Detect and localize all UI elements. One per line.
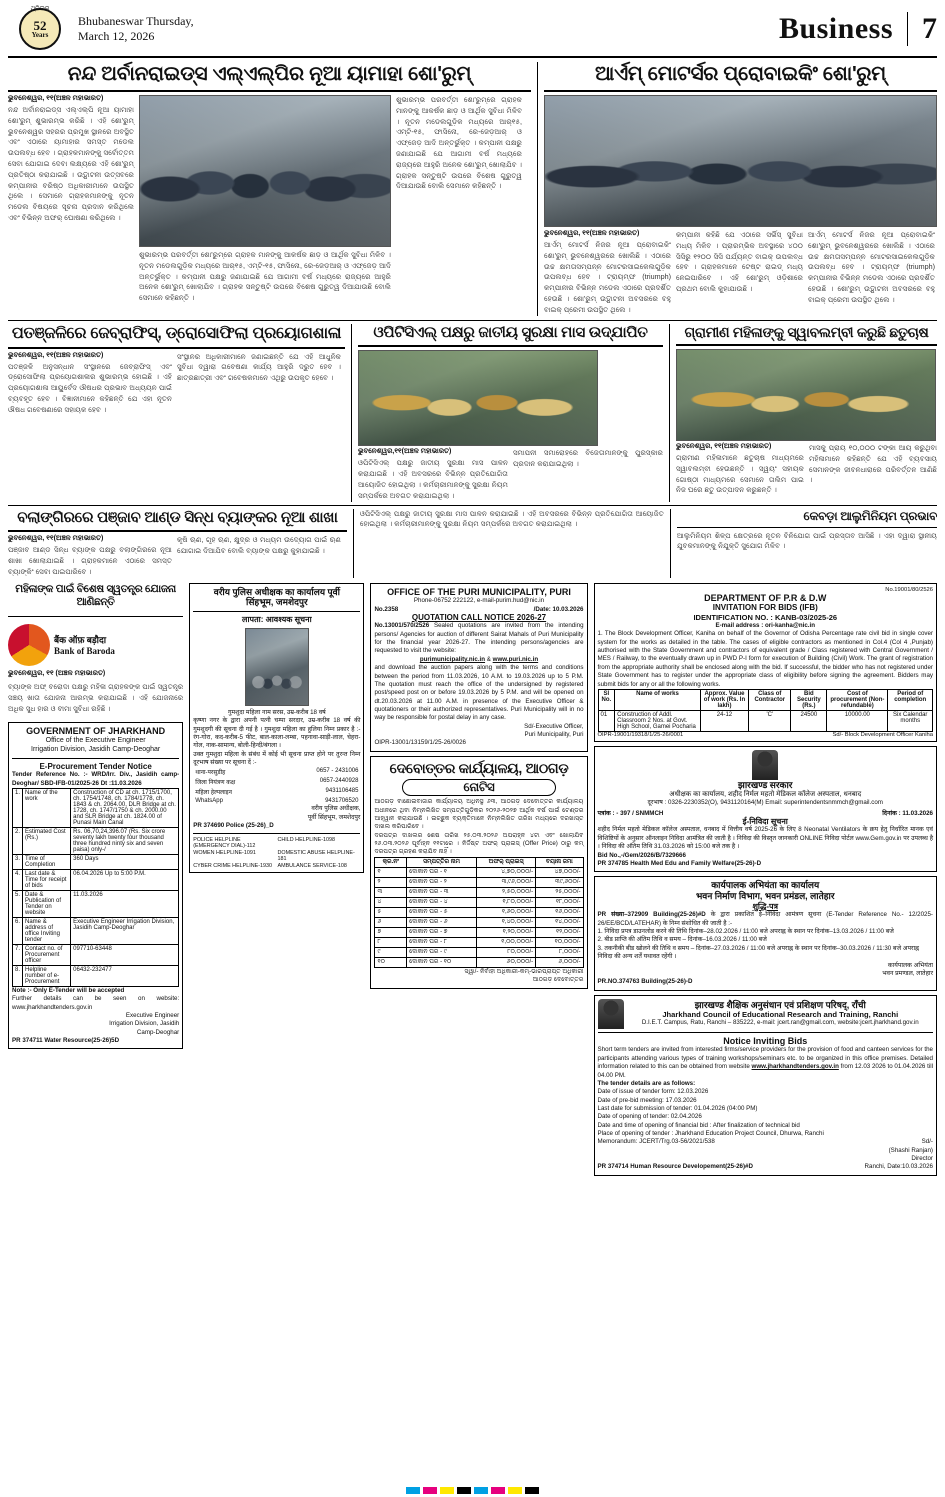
helpline-4: DOMESTIC ABUSE HELPLINE-181 bbox=[277, 850, 355, 863]
ad-jcert bbox=[594, 995, 937, 1176]
irr-sl-2: 2. bbox=[13, 827, 23, 854]
puri-website-1[interactable]: purimunicipality.nic.in bbox=[419, 655, 486, 663]
dev-c3: ୪,୭୦,୦୦୦/- bbox=[477, 867, 536, 877]
headline-patanjali: ପତଞ୍ଜଳିରେ ଜେବ୍ରାଫିସ୍, ଡ୍ରୋସୋଫିଲା ପ୍ରୟୋଗଶାଳା bbox=[11, 324, 342, 342]
dev-c3-4: ୧,୮୦,୦୦୦/- bbox=[477, 897, 536, 907]
table-row bbox=[375, 907, 583, 917]
body-mahila: ବ୍ୟାଙ୍କ ଅଫ୍ ବରୋଦା ପକ୍ଷରୁ ମହିଳା ଗ୍ରାହକଙ୍କ ପାଇଁ ସ୍ୱତନ୍ତ୍ର ସଞ୍ଚୟ ଖାତା ଯୋଜନା ଆରମ୍ଭ କରାଯାଇଛି । ଏହି ଯୋଜନାରେ ଅଧିକ ସୁଧ ହାର ଓ ବୀମା ସୁବିଧା ରହିଛି । bbox=[8, 681, 184, 713]
prdw-th-7: Period of completion bbox=[888, 689, 933, 710]
jcert-sched-5: Date and time of opening of financial bid : After finalization of technical bid bbox=[597, 1121, 800, 1129]
jcert-title1: झारखण्ड शैक्षिक अनुसंधान एवं प्रशिक्षण परिषद्, राँची bbox=[694, 999, 866, 1010]
latehar-sign1: कार्यपालक अभियंता bbox=[887, 961, 933, 969]
headline-mahila: ମହିଳାଙ୍କ ପାଇଁ ବିଶେଷ ସ୍ୱତନ୍ତ୍ର ଯୋଜନା ଆଣିଛନ୍ତି bbox=[15, 582, 176, 608]
irr-v-5: 11.03.2026 bbox=[71, 890, 179, 917]
latehar-ref: PR संख्या–372909 Building(25-26)#D bbox=[597, 911, 706, 919]
police-title1: वरीय पुलिस अधीक्षक का कार्यालय पूर्वी bbox=[213, 586, 340, 597]
latehar-title2: भवन निर्माण विभाग, भवन प्रमंडल, लातेहार bbox=[695, 891, 835, 902]
body-yamaha-1: ନନ୍ଦ ଅର୍ବାନରାଇଡ୍ସ ଏଲ୍ଏଲ୍ପି ନୂଆ ୟାମାହା ଶୋ'ରୁମ୍ ଶୁଭାରମ୍ଭ କରିଛି । ଏହି ଶୋ'ରୁମ୍ ଭୁବନେଶ୍ୱର ସହରର ପ୍ରମୁଖ ସ୍ଥାନରେ ଅବସ୍ଥିତ ଏବଂ ଏଠାରେ ୟାମାହାର ସମସ୍ତ ମଡେଲ ଉପଲବ୍ଧ ହେବ । ଗ୍ରାହକମାନଙ୍କୁ ସର୍ବୋତ୍ତମ ସେବା ଯୋଗାଇ ଦେବା ଲକ୍ଷ୍ୟରେ ଏହି ଶୋ'ରୁମ୍ ପ୍ରତିଷ୍ଠା କରାଯାଇଛି । ଉଦ୍ଘାଟନୀ ଉତ୍ସବରେ କମ୍ପାନୀର ବରିଷ୍ଠ ଅଧିକାରୀମାନେ ଉପସ୍ଥିତ ଥିଲେ । ସେମାନେ ଗ୍ରାହକମାନଙ୍କୁ ନୂତନ ମଡେଲ ବିଷୟରେ ସୂଚନା ପ୍ରଦାନ କରିଥିଲେ ଏବଂ ବିଭିନ୍ନ ଅଫର୍ ଘୋଷଣା କରିଥିଲେ । bbox=[8, 105, 134, 222]
byline-yamaha: ଭୁବନେଶ୍ୱର, ୧୧(ଅଞ୍ଚଳ ମହାଭାରତ) bbox=[8, 95, 104, 102]
jhs-heading: ई-निविदा सूचना bbox=[742, 816, 788, 826]
devboard-body: ଆଠଗଡ଼ ବାଛୋଇବାଜାର କାର୍ଯ୍ୟାଳୟ ଅଧିନସ୍ଥ ୬୩, ଆଠଗଡ଼ ଦେବୋତ୍ତର କାର୍ଯ୍ୟାଳୟ ଅଧୀନରେ ଥିବା ନିମ୍ନଲିଖିତ ସମ୍ପତ୍ତିଗୁଡ଼ିକର ୨୦୨୬-୨୦୨୭ ଆର୍ଥିକ ବର୍ଷ ପାଇଁ ଟେଣ୍ଡର ଆହ୍ୱାନ କରାଯାଉଛି । ଇଚ୍ଛୁକ ବ୍ୟକ୍ତିମାନେ ନିମ୍ନଲିଖିତ ତାରିଖ ମଧ୍ୟରେ ଦରଖାସ୍ତ ଦାଖଲ କରିପାରିବେ । bbox=[374, 798, 584, 831]
dev-c2-10: ଦୋକାନ ଘର - ୧୦ bbox=[407, 957, 477, 967]
reg-mark-yellow bbox=[440, 1487, 454, 1494]
ad-devottar-athagarh bbox=[370, 756, 587, 989]
irr-k-8: Helpline number of e-Procurement bbox=[23, 965, 71, 986]
reg-mark-black-2 bbox=[525, 1487, 539, 1494]
irrigation-note: Note :- Only E-Tender will be accepted bbox=[12, 986, 125, 994]
byline-optcl: ଭୁବନେଶ୍ୱର,୧୧(ଅଞ୍ଚଳ ମହାଭାରତ) bbox=[358, 448, 452, 456]
prdw-c1: 01 bbox=[598, 710, 615, 731]
ad-jharkhand-irrigation bbox=[8, 722, 183, 1049]
helpline-5: CYBER CRIME HELPLINE-1930 bbox=[193, 863, 273, 870]
jcert-sign1: Sd/- bbox=[921, 1138, 933, 1146]
irrigation-ref: Tender Reference No. :- WRD/Irr. Div., Jasidih camp-Deoghar/ SBD-IFB-01/2025-26 Dt :11.03.2026 bbox=[12, 771, 180, 787]
body-optcl-3: ଓପିଟିସିଏଲ୍ ପକ୍ଷରୁ ଜାତୀୟ ସୁରକ୍ଷା ମାସ ପାଳନ କରାଯାଇଛି । ଏହି ଅବସରରେ ବିଭିନ୍ନ ପ୍ରତିଯୋଗିତା ଆୟୋଜିତ ହୋଇଥିଲା । କର୍ମଚାରୀମାନଙ୍କୁ ସୁରକ୍ଷା ନିୟମ ସମ୍ପର୍କରେ ଅବଗତ କରାଯାଇଥିଲା । bbox=[359, 508, 664, 529]
police-phone-label-4: WhatsApp bbox=[195, 798, 223, 805]
police-phone-val-1: 0657 - 2431006 bbox=[316, 768, 359, 775]
irrigation-note2: Further details can be seen on website: www.jharkhandtenders.gov.in bbox=[12, 995, 180, 1011]
headline-rmmotors: ଆର୍ଏମ୍ ମୋଟର୍ସର ପ୍ରୋବାଇକିଂ ଶୋ'ରୁମ୍ bbox=[595, 63, 886, 85]
irr-k-3: Time of Completion bbox=[23, 854, 71, 869]
puri-sign1: Sd/-Executive Officer, bbox=[524, 722, 584, 730]
byline-gramina: ଭୁବନେଶ୍ୱର, ୧୧(ଅଞ୍ଚଳ ମହାଭାରତ) bbox=[676, 443, 772, 451]
photo-rmmotors-showroom bbox=[544, 95, 937, 227]
body-bolangir-1: ପଞ୍ଜାବ ଆଣ୍ଡ ସିନ୍ଧ ବ୍ୟାଙ୍କ ପକ୍ଷରୁ ବଲାଙ୍ଗିରରେ ନୂଆ ଶାଖା ଖୋଲାଯାଇଛି । ଗ୍ରାହକମାନେ ଏଠାରେ ସମସ୍ତ ବ୍ୟାଙ୍କିଂ ସେବା ପାଇପାରିବେ । bbox=[8, 545, 172, 576]
dev-c3-8: ୧,୦୦,୦୦୦/- bbox=[477, 937, 536, 947]
masthead bbox=[8, 6, 937, 58]
prdw-c4: 'C' bbox=[749, 710, 791, 731]
helpline-6: AMBULANCE SERVICE-108 bbox=[277, 863, 347, 870]
photo-yamaha-inauguration bbox=[139, 95, 391, 247]
dev-c1-8: ୮ bbox=[375, 937, 407, 947]
police-phone-val-4: 9431706520 bbox=[325, 798, 359, 805]
devboard-th-3: ଅଫର୍ ପ୍ରାଇସ୍ bbox=[477, 857, 536, 867]
dev-c4-3: ୨୫,୦୦୦/- bbox=[536, 887, 583, 897]
puri-title: OFFICE OF THE PURI MUNICIPALITY, PURI bbox=[387, 586, 571, 597]
body-bolangir-2: କୃଷି ଋଣ, ଗୃହ ଋଣ, କ୍ଷୁଦ୍ର ଓ ମଧ୍ୟମ ଉଦ୍ୟୋଗ ପାଇଁ ଋଣ ଯୋଗାଇ ଦିଆଯିବ ବୋଲି ବ୍ୟାଙ୍କ ପକ୍ଷରୁ କୁହାଯାଇଛି । bbox=[177, 535, 341, 556]
puri-notice-no: No.13001/570/2526 bbox=[374, 622, 430, 630]
jcert-memo: Memorandum: JCERT/Trg.03-56/2021/538 bbox=[597, 1138, 715, 1146]
photo-optcl-event bbox=[358, 350, 598, 446]
byline-rmmotors: ଭୁବନେଶ୍ୱର, ୧୧(ଅଞ୍ଚଳ ମହାଭାରତ) bbox=[544, 230, 640, 237]
dateline bbox=[72, 14, 222, 44]
body-kebada: ଆଲୁମିନିୟମ ଶିଳ୍ପ କ୍ଷେତ୍ରରେ ନୂତନ ବିନିଯୋଗ ପାଇଁ ପ୍ରସ୍ତାବ ଆସିଛି । ଏହା ଦ୍ୱାରା ସ୍ଥାନୀୟ ଯୁବକମାନଙ୍କୁ ନିଯୁକ୍ତି ସୁଯୋଗ ମିଳିବ । bbox=[676, 530, 937, 551]
devboard-th-2: ସମ୍ପତ୍ତିର ନାମ bbox=[407, 857, 477, 867]
headline-gramina: ଗ୍ରାମୀଣ ମହିଳାଙ୍କୁ ସ୍ୱାବଲମ୍ବୀ କରୁଛି ଛତୁଚାଷ bbox=[684, 323, 929, 340]
ad-latehar-building bbox=[594, 876, 937, 990]
dev-c3-5: ୧,୬୦,୦୦୦/- bbox=[477, 907, 536, 917]
bank-name-en: Bank of Baroda bbox=[54, 646, 115, 657]
dev-c3-6: ୧,୪୦,୦୦୦/- bbox=[477, 917, 536, 927]
prdw-dept: DEPARTMENT OF P.R & D.W bbox=[704, 592, 827, 603]
page-number: 7 bbox=[907, 12, 937, 46]
jhs-bid-no: Bid No.,-/Gem/2026/B/7329666 bbox=[597, 851, 686, 859]
jcert-sign3: Director bbox=[911, 1155, 933, 1163]
police-phone-label-1: थाना-परसुडीह bbox=[195, 770, 226, 777]
latehar-heading: शुद्धि-पत्र bbox=[752, 901, 779, 911]
dev-c2-5: ଦୋକାନ ଘର - ୫ bbox=[407, 907, 477, 917]
irr-k-5: Date & Publication of Tender on website bbox=[23, 890, 71, 917]
reg-mark-cyan-2 bbox=[474, 1487, 488, 1494]
irr-sl-7: 7. bbox=[13, 944, 23, 965]
prdw-body: 1. The Block Development Officer, Kaniha on behalf of the Governor of Odisha Percentage rate civil bid in single cover system for the works as detailed in the table. The cases of eligible contractors as mentioned in Col.4 (Col 4 ,Punjab) authorised with the State Government and contractors of equivalent grade / Class registered with Central Government / MES / Railway, to the eventually drawn up in PWD P-I form for execution of Building (Civil) Work. The grant of registration from the appropriate authority shall be enclosed along with the bid. If successful, the bidder who has not registered under State Government has to register under the appropriate class of eligibility before signing the agreement. Bidders may submit bids for any or all the following works. bbox=[597, 630, 933, 688]
dev-c1-2: ୨ bbox=[375, 877, 407, 887]
national-emblem-icon bbox=[752, 750, 778, 780]
devboard-th-4: ବୟାନା ଜମା bbox=[536, 857, 583, 867]
prdw-c3: 24-12 bbox=[700, 710, 748, 731]
dev-c4-7: ୧୨,୦୦୦/- bbox=[536, 927, 583, 937]
latehar-body: के द्वारा प्रकाशित ई–निविदा आमंत्रण सूचना (E-Tender Reference No.- 12/2025-26/EE/BCD/LATEHAR) के निम्न संशोधित की जाती है :- bbox=[597, 911, 933, 927]
dev-c3-9: ୮୦,୦୦୦/- bbox=[477, 947, 536, 957]
police-heading: लापता: आवश्यक सूचना bbox=[242, 615, 312, 625]
dev-c2-8: ଦୋକାନ ଘର - ୮ bbox=[407, 937, 477, 947]
jhs-body: शहीद निर्मल महतो मेडिकल कॉलेज अस्पताल, धनबाद में वित्तीय वर्ष 2025-26 के लिए 8 Neonatal Ventilators के क्रय हेतु निर्धारित मानक एवं विशिष्टियों के अनुसार ऑनलाइन निविदा आमंत्रित की जाती है । निविदा की विस्तृत जानकारी ONLINE निविदा पोर्टल www.Gem.gov.in पर उपलब्ध है । निविदा की अंतिम तिथि 31.03.2026 को 15:00 बजे तक है । bbox=[597, 826, 933, 851]
puri-body2: and download the auction papers along with the terms and conditions between the period from 11.03.2026, 10 A.M. to 19.03.2026 up to 5 P.M. The quotation must reach the office of the undersigned by registered post/speed post on or before 19.03.2026 by 5 P.M. and will be opened on dt.20.03.2026 at 11.00 A.M. in presence of the Executive Officer & quotationers or their authorized representatives. Puri Municipality will in no way be responsible for postal delay in any case. bbox=[374, 664, 584, 722]
ad-puri-municipality bbox=[370, 583, 587, 752]
jcert-sched-title: The tender details are as follows: bbox=[597, 1079, 696, 1087]
latehar-title1: कार्यपालक अभियंता का कार्यालय bbox=[711, 880, 820, 891]
jcert-sched-1: Date of issue of tender form: 12.03.2026 bbox=[597, 1088, 709, 1096]
prdw-sign1: Sd/- Block Development Officer bbox=[832, 731, 914, 738]
police-phone-label-3: महिला हेल्पलाइन bbox=[195, 790, 232, 797]
puri-phone: Phone-06752 222122, e-mail-purim.hud@nic.in bbox=[413, 597, 545, 605]
dev-c2: ଦୋକାନ ଘର - ୧ bbox=[407, 867, 477, 877]
prdw-c5: 24500 bbox=[791, 710, 827, 731]
headline-bolangir: ବଲାଙ୍ଗିରରେ ପଞ୍ଜାବ ଆଣ୍ଡ ସିନ୍ଧ ବ୍ୟାଙ୍କର ନୂଆ ଶାଖା bbox=[17, 508, 338, 526]
headline-kebada: କେବଡ଼ା ଆଲୁମିନିୟମ ପ୍ରଭାବ bbox=[803, 508, 937, 523]
irr-k-7: Contact no. of Procurement officer bbox=[23, 944, 71, 965]
headline-optcl: ଓପିଟିସିଏଲ୍ ପକ୍ଷରୁ ଜାତୀୟ ସୁରକ୍ଷା ମାସ ଉଦ୍ଯାପିତ bbox=[373, 323, 648, 341]
jhs-ref: पत्रांक : - 397 / SNMMCH bbox=[597, 809, 664, 817]
body-yamaha-2: ଶୁଭାରମ୍ଭ ପରବର୍ତ୍ତୀ ଶୋ'ରୁମ୍ରେ ଗ୍ରାହକ ମାନଙ୍କୁ ଆକର୍ଷକ ଛାଡ଼ ଓ ଆର୍ଥିକ ସୁବିଧା ମିଳିବ । ନୂତନ ମଡେଲଗୁଡ଼ିକ ମଧ୍ୟରେ ଆର୍୧୫, ଏମ୍ଟି-୧୫, ଫାସିନୋ, ରେ-ଜେଡ଼ଆର୍ ଓ ଏଫ୍ଜେଡ଼ ଆଦି ଅନ୍ତର୍ଭୁକ୍ତ । କମ୍ପାନୀ ପକ୍ଷରୁ ଜଣାଯାଇଛି ଯେ ଆଗାମୀ ବର୍ଷ ମଧ୍ୟରେ ରାଜ୍ୟରେ ଆହୁରି ଅନେକ ଶୋ'ରୁମ୍ ଖୋଲାଯିବ । ଗ୍ରାହକ ସନ୍ତୁଷ୍ଟି ଉପରେ ବିଶେଷ ଗୁରୁତ୍ୱ ଦିଆଯାଉଛି ବୋଲି ସେମାନେ କହିଛନ୍ତି । bbox=[396, 95, 522, 191]
ad-pr-dw bbox=[594, 583, 937, 742]
police-phone-label-2: जिला नियंत्रण कक्ष bbox=[195, 780, 236, 787]
devboard-table bbox=[374, 857, 583, 968]
body-gramina-1: ଗ୍ରାମୀଣ ମହିଳାମାନେ ଛତୁଚାଷ ମାଧ୍ୟମରେ ସ୍ୱାବଲମ୍ବୀ ହେଉଛନ୍ତି । ସ୍ୱୟଂ ସହାୟକ ଗୋଷ୍ଠୀ ମାଧ୍ୟମରେ ସେମାନେ ତାଲିମ ପାଇ ନିଜ ଘରେ ଛତୁ ଉତ୍ପାଦନ କରୁଛନ୍ତି । bbox=[676, 453, 804, 495]
byline-bolangir: ଭୁବନେଶ୍ୱର, ୧୧(ଅଞ୍ଚଳ ମହାଭାରତ) bbox=[8, 535, 104, 543]
body-optcl-2: ସମାପନୀ ସମାରୋହରେ ବିଜେତାମାନଙ୍କୁ ପୁରସ୍କାର ପ୍ରଦାନ କରାଯାଇଥିଲା । bbox=[513, 448, 663, 469]
dev-c1-7: ୭ bbox=[375, 927, 407, 937]
police-phone-val-2: 0657-2440928 bbox=[319, 778, 359, 785]
puri-and: & bbox=[486, 655, 493, 663]
jcert-address: D.I.E.T. Campus, Ratu, Ranchi – 835222, e-mail: jcert.ran@gmail.com, website:jcert.jharkhand.gov.in bbox=[641, 1019, 919, 1027]
jcert-sched-6: Place of opening of tender : Jharkhand Education Project Council, Dhurwa, Ranchi bbox=[597, 1130, 824, 1138]
irr-v-8: 06432-232477 bbox=[71, 965, 179, 986]
devboard-title1: ଦେବୋତ୍ତର କାର୍ଯ୍ୟାଳୟ, ଆଠଗଡ଼ bbox=[389, 759, 569, 776]
logo-years-label: Years bbox=[31, 31, 49, 40]
puri-website-2[interactable]: www.puri.nic.in bbox=[492, 655, 539, 663]
prdw-table bbox=[598, 689, 933, 732]
irrigation-govt: GOVERNMENT OF JHARKHAND bbox=[26, 726, 166, 737]
jcert-sign2: (Shashi Ranjan) bbox=[888, 1146, 933, 1154]
police-tail: PR 374690 Police (25-26)_D bbox=[193, 822, 274, 830]
helpline-1: POLICE HELPLINE (EMERGENCY DIAL)-112 bbox=[193, 837, 256, 850]
ad-jharkhand-sarkar bbox=[594, 746, 937, 872]
table-row bbox=[375, 947, 583, 957]
bank-name-hi: बैंक ऑफ़ बड़ौदा bbox=[54, 635, 107, 646]
table-row bbox=[375, 957, 583, 967]
dateline-place: Bhubaneswar Thursday, bbox=[78, 14, 194, 28]
latehar-line1: 1. निविदा प्रपत्र डाउनलोड करने की तिथि दिनांक–28.02.2026 / 11:00 बजे अपराह्न के स्थान पर दिनांक–13.03.2026 / 11:00 बजे bbox=[597, 928, 894, 936]
irr-sl-6: 6. bbox=[13, 917, 23, 944]
prdw-footer: OIPR-19001/19318/1/25-26/0001 bbox=[597, 731, 684, 738]
latehar-line4: निविदा की अन्य शर्तें यथावत रहेंगी । bbox=[597, 953, 677, 961]
body-gramina-2: ମାସକୁ ପ୍ରାୟ ୧୦,୦୦୦ ଟଙ୍କା ଆୟ କରୁଥିବା ମହିଳାମାନେ କହିଛନ୍ତି ଯେ ଏହି ବ୍ୟବସାୟ ସେମାନଙ୍କ ଜୀବନଧାରାରେ ପରିବର୍ତ୍ତନ ଆଣିଛି । bbox=[809, 443, 937, 485]
prdw-title: INVITATION FOR BIDS (IFB) bbox=[712, 603, 818, 613]
jcert-sched-3: Last date for submission of tender: 01.04.2026 (04:00 PM) bbox=[597, 1104, 758, 1112]
irrigation-tail: PR 374711 Water Resource(25-26)5D bbox=[12, 1037, 120, 1045]
puri-body: Sealed quotations are invited from the intending persons/ Agencies for auction of different Sairat Mahals of Puri Municipality for the financial year 2026-27. The intending persons/agencies are requested to visit the website: bbox=[374, 622, 584, 655]
irr-sl-8: 8. bbox=[13, 965, 23, 986]
dev-c3-2: ୩,୯୬,୦୦୦/- bbox=[477, 877, 536, 887]
dateline-date: March 12, 2026 bbox=[78, 29, 155, 43]
prdw-no: No.19001/80/2526 bbox=[885, 586, 933, 593]
irr-v-3: 360 Days bbox=[71, 854, 179, 869]
puri-sign2: Puri Municipality, Puri bbox=[524, 731, 584, 739]
jcert-website[interactable]: www.jharkhandtenders.gov.in bbox=[751, 1063, 839, 1071]
dev-c2-4: ଦୋକାନ ଘର - ୪ bbox=[407, 897, 477, 907]
dev-c2-3: ଦୋକାନ ଘର - ୩ bbox=[407, 887, 477, 897]
irrigation-table bbox=[12, 788, 179, 987]
logo-years: 52 bbox=[33, 17, 47, 33]
irr-k-6: Name & address of office Inviting tender bbox=[23, 917, 71, 944]
prdw-c2: Construction of Addl. Classroom 2 Nos. at Govt. High School, Gamei Pocharia bbox=[615, 710, 701, 731]
irr-sl-3: 3. bbox=[13, 854, 23, 869]
dev-c4-6: ୧୪,୦୦୦/- bbox=[536, 917, 583, 927]
table-row bbox=[375, 927, 583, 937]
dev-c3-7: ୧,୨୦,୦୦୦/- bbox=[477, 927, 536, 937]
prdw-email: E-mail address : ori-kanha@nic.in bbox=[715, 622, 816, 630]
prdw-th-6: Cost of procurement (Non-refundable) bbox=[827, 689, 888, 710]
puri-notice-title: QUOTATION CALL NOTICE 2026-27 bbox=[411, 612, 547, 622]
devboard-title2: ନୋଟିସ bbox=[402, 779, 555, 796]
prdw-ident: IDENTIFICATION NO. : KANB-03/2025-26 bbox=[693, 613, 838, 623]
dev-c2-2: ଦୋକାନ ଘର - ୨ bbox=[407, 877, 477, 887]
jcert-body2: from 12.03 2026 to 01.04.2026 till 04.00 PM. bbox=[597, 1063, 933, 1079]
puri-date: /Date: 10.03.2026 bbox=[533, 605, 584, 613]
latehar-tail: PR.NO.374763 Building(25-26)-D bbox=[597, 978, 693, 986]
jcert-tail: PR 374714 Human Resource Developement(25-26)#D bbox=[597, 1163, 753, 1171]
dev-c1-3: ୩ bbox=[375, 887, 407, 897]
devboard-body2: ଦରପତ୍ର ଦାଖଲର ଶେଷ ତାରିଖ ୨୫.୦୩.୨୦୨୬ ଅପରାହ୍ନ ୪ଟା ଏବଂ ଖୋଲାଯିବ ୨୬.୦୩.୨୦୨୬ ପୂର୍ବାହ୍ନ ୧୧ଟାରେ । ନିର୍ଦ୍ଦିଷ୍ଟ ଅଫର୍ ପ୍ରାଇସ୍ (Offer Price) ଠାରୁ କମ୍ ଦରପତ୍ର ଗ୍ରହଣ କରାଯିବ ନାହିଁ । bbox=[374, 831, 584, 856]
photo-missing-person bbox=[245, 628, 309, 706]
prdw-th-1: Sl No. bbox=[598, 689, 615, 710]
irr-v-4: 06.04.2026 Up to 5:00 P.M. bbox=[71, 869, 179, 890]
police-body2: उक्त गुमशुदा महिला के संबंध में कोई भी सूचना प्राप्त होने पर तुरन्त निम्न दूरभाष संख्या पर सूचना दें :- bbox=[193, 750, 361, 766]
table-row bbox=[375, 877, 583, 887]
table-row bbox=[375, 867, 583, 877]
table-row bbox=[375, 897, 583, 907]
byline-mahila: ଭୁବନେଶ୍ୱର, ୧୧ (ଅଞ୍ଚଳ ମହାଭାରତ) bbox=[8, 669, 106, 677]
dev-c4-9: ୮,୦୦୦/- bbox=[536, 947, 583, 957]
police-title2: सिंहभूम, जमशेदपुर bbox=[246, 597, 308, 608]
dev-c4-5: ୧୬,୦୦୦/- bbox=[536, 907, 583, 917]
dev-c3-3: ୨,୫୦,୦୦୦/- bbox=[477, 887, 536, 897]
body-optcl-1: ଓପିଟିସିଏଲ୍ ପକ୍ଷରୁ ଜାତୀୟ ସୁରକ୍ଷା ମାସ ପାଳନ କରାଯାଇଛି । ଏହି ଅବସରରେ ବିଭିନ୍ନ ପ୍ରତିଯୋଗିତା ଆୟୋଜିତ ହୋଇଥିଲା । କର୍ମଚାରୀମାନଙ୍କୁ ସୁରକ୍ଷା ନିୟମ ସମ୍ପର୍କରେ ଅବଗତ କରାଯାଇଥିଲା । bbox=[358, 458, 508, 500]
irr-k-4: Last date & Time for receipt of bids bbox=[23, 869, 71, 890]
irr-v-7: 097710-63448 bbox=[71, 944, 179, 965]
police-body1: कृष्णा नगर के द्वारा अपनी पत्नी चम्पा सरदार, उम्र-करीब 18 वर्ष की गुमशुदगी की सूचना दी गई है । गुमशुदा महिला का हुलिया निम्न प्रकार है :- रंग-गोरा, कद-करीब-5 फीट, बाल-काला-लम्बा, पहनावा-साड़ी-लाल, चेहरा-गोल, नाक-सामान्य, बोली-हिन्दी/बंगला । bbox=[193, 717, 361, 750]
police-helplines bbox=[193, 837, 360, 869]
prdw-th-3: Approx. Value of work (Rs. In lakh) bbox=[700, 689, 748, 710]
jhs-line1: अधीक्षक का कार्यालय, शहीद निर्मल महतो मेडिकल कॉलेज अस्पताल, धनबाद bbox=[669, 790, 862, 798]
reg-mark-magenta bbox=[423, 1487, 437, 1494]
prdw-th-2: Name of works bbox=[615, 689, 701, 710]
body-rmmotors-1: ଆର୍ଏମ୍ ମୋଟର୍ସ ନିଜର ନୂଆ ପ୍ରୋବାଇକିଂ ଶୋ'ରୁମ୍ ଭୁବନେଶ୍ୱରରେ ଖୋଲିଛି । ଏଠାରେ ଉଚ୍ଚ କ୍ଷମତାସମ୍ପନ୍ନ ମୋଟରସାଇକେଲଗୁଡ଼ିକ ଉପଲବ୍ଧ ହେବ । ଟ୍ରାୟମ୍ଫ (triumph) କମ୍ପାନୀର ବିଭିନ୍ନ ମଡେଲ ଏଠାରେ ପ୍ରଦର୍ଶିତ ହେଉଛି । ଶୋ'ରୁମ୍ ଉଦ୍ଘାଟନୀ ଅବସରରେ ବହୁ ବାଇକ୍ ପ୍ରେମୀ ଉପସ୍ଥିତ ଥିଲେ । bbox=[544, 240, 671, 314]
irr-v-2: Rs. 06,70,24,396.07 (Rs. Six crore seventy lakh twenty four thousand three hundred ninty six and seven paisa) only-/ bbox=[71, 827, 179, 854]
body-patanjali-2: ସଂସ୍ଥାନର ଅଧିକାରୀମାନେ ଜଣାଇଛନ୍ତି ଯେ ଏହି ଆଧୁନିକ ସୁବିଧା ଦ୍ୱାରା ଗବେଷଣା କାର୍ଯ୍ୟ ଆହୁରି ଦ୍ରୁତ ହେବ । ଛାତ୍ରଛାତ୍ରୀ ଏବଂ ଗବେଷକମାନେ ଏଥିରୁ ଉପକୃତ ହେବେ । bbox=[177, 351, 341, 383]
irr-sl-5: 5. bbox=[13, 890, 23, 917]
photo-gramina-mushroom bbox=[676, 349, 936, 441]
irrigation-division: Irrigation Division, Jasidih Camp-Deoghar bbox=[31, 745, 161, 753]
dev-c2-9: ଦୋକାନ ଘର - ୯ bbox=[407, 947, 477, 957]
prdw-c6: 10000.00 bbox=[827, 710, 888, 731]
irr-v-6: Executive Engineer Irrigation Division, Jasidih Camp-Deoghar bbox=[71, 917, 179, 944]
dev-c3-10: ୬୦,୦୦୦/- bbox=[477, 957, 536, 967]
jcert-heading: Notice Inviting Bids bbox=[723, 1035, 808, 1046]
dev-c1-6: ୬ bbox=[375, 917, 407, 927]
police-photo-caption: गुमशुदा महिला नाम सरस, उम्र-करीब 18 वर्ष bbox=[227, 708, 326, 716]
devboard-th-1: କ୍ର.ନଂ bbox=[375, 857, 407, 867]
jcert-sign4: Ranchi, Date:10.03.2026 bbox=[864, 1163, 933, 1171]
prdw-c7: Six Calendar months bbox=[888, 710, 933, 731]
body-rmmotors-2: କମ୍ପାନୀ କହିଛି ଯେ ଏଠାରେ ସର୍ଭିସ୍ ସୁବିଧା ମଧ୍ୟ ମିଳିବ । ପ୍ରାରମ୍ଭିକ ଅବସ୍ଥାରେ ୪୦୦ ସିସିରୁ ୧୨୦୦ ସିସି ପର୍ଯ୍ୟନ୍ତ ବାଇକ୍ ଉପଲବ୍ଧ ହେବ । ଗ୍ରାହକମାନେ ଟେଷ୍ଟ ରାଇଡ୍ ମଧ୍ୟ ନେଇପାରିବେ । ଏହି ଶୋ'ରୁମ୍ ଓଡ଼ିଶାରେ ପ୍ରଥମ ବୋଲି କୁହାଯାଉଛି । bbox=[676, 230, 803, 293]
jhs-tail: PR 374785 Health Med Edu and Family Welfare(25-26)-D bbox=[597, 859, 762, 867]
devboard-sign1: ସ୍ୱା/- ନିର୍ବାହୀ ଅଧିକାରୀ-କମ୍-ଭାରପ୍ରାପ୍ତ ଅଧିକାରୀ bbox=[464, 967, 584, 975]
puri-no: No.2358 bbox=[374, 605, 399, 613]
helpline-3: WOMEN HELPLINE-1091 bbox=[193, 850, 256, 857]
police-sign1: वरीय पुलिस अधीक्षक, bbox=[311, 805, 361, 813]
irrigation-sign2: Irrigation Division, Jasidih bbox=[109, 1020, 180, 1028]
devboard-sign2: ଆଠଗଡ଼ ଦେବୋତ୍ତର bbox=[532, 976, 584, 984]
irr-v: Construction of CD at ch. 1715/1700, ch. 1754/1748, ch. 1784/1778, ch. 1843 & ch. 2064.00, DLR Bridge at ch. 1728, ch. 1747/1750 & ch. 2000.00 and SLR Bridge at ch. 1824.00 of Punasi Main Canal bbox=[71, 788, 179, 827]
prdw-th-4: Class of Contractor bbox=[749, 689, 791, 710]
table-row bbox=[375, 917, 583, 927]
ad-jamshedpur-police bbox=[189, 583, 364, 874]
dev-c1-9: ୯ bbox=[375, 947, 407, 957]
dev-c4: ୪୭,୦୦୦/- bbox=[536, 867, 583, 877]
police-sign2: पूर्वी सिंहभूम, जमशेदपुर bbox=[307, 813, 361, 821]
irrigation-sign3: Camp-Deoghar bbox=[136, 1028, 180, 1036]
dev-c4-8: ୧୦,୦୦୦/- bbox=[536, 937, 583, 947]
dev-c2-6: ଦୋକାନ ଘର - ୬ bbox=[407, 917, 477, 927]
latehar-line2: 2. बीड प्राप्ति की अंतिम तिथि व समय – दिनांक–16.03.2026 / 11:00 बजे bbox=[597, 936, 767, 944]
jcert-body: Short term tenders are invited from interested firms/service providers for the provision of food and canteen services for the participants attending various types of training workshops/seminars etc. to be organized in this office premises. Detailed information related to this can be obtained from website bbox=[597, 1046, 933, 1071]
irr-k: Name of the work bbox=[23, 788, 71, 827]
police-phone-val-3: 9431106485 bbox=[325, 788, 359, 795]
dev-c1-5: ୫ bbox=[375, 907, 407, 917]
body-patanjali-1: ପତଞ୍ଜଳି ଅନୁସନ୍ଧାନ ସଂସ୍ଥାନରେ ଜେବ୍ରାଫିସ୍ ଏବଂ ଡ୍ରୋସୋଫିଲା ପ୍ରୟୋଗଶାଳାର ଶୁଭାରମ୍ଭ ହୋଇଛି । ଏହି ପ୍ରୟୋଗଶାଳା ଆୟୁର୍ବେଦ ଔଷଧର ପ୍ରଭାବ ଅଧ୍ୟୟନ ପାଇଁ ବ୍ୟବହୃତ ହେବ । ବିଜ୍ଞାନୀମାନେ କହିଛନ୍ତି ଯେ ଏହା ନୂତନ ଔଷଧ ଗବେଷଣାରେ ସହାୟକ ହେବ । bbox=[8, 361, 172, 414]
irrigation-office: Office of the Executive Engineer bbox=[45, 737, 146, 745]
byline-patanjali: ଭୁବନେଶ୍ୱର, ୧୧(ଅଞ୍ଚଳ ମହାଭାରତ) bbox=[8, 351, 104, 359]
logo-top-text: ଥ୍ରିଲର bbox=[30, 6, 50, 12]
irr-sl-4: 4. bbox=[13, 869, 23, 890]
publication-logo bbox=[8, 7, 72, 51]
jhs-title: झारखण्ड सरकार bbox=[738, 779, 793, 790]
table-row bbox=[598, 710, 932, 731]
jhs-date: दिनांक : 11.03.2026 bbox=[882, 809, 933, 817]
police-phone-table bbox=[193, 767, 360, 805]
prdw-sign2: Kaniha bbox=[914, 731, 933, 738]
jhs-line2: दूरभाष : 0326-2230352(O), 9431120164(M) Email: superintendentsnmmch@gmail.com bbox=[647, 799, 883, 807]
irrigation-heading: E-Procurement Tender Notice bbox=[39, 761, 152, 771]
jcert-sched-2: Date of pre-bid meeting: 17.03.2026 bbox=[597, 1096, 697, 1104]
bank-of-baroda-logo bbox=[8, 624, 50, 666]
irrigation-sign1: Executive Engineer bbox=[125, 1011, 180, 1019]
prdw-th-5: Bid Security (Rs.) bbox=[791, 689, 827, 710]
puri-footer: OIPR-13001/13159/1/25-26/0026 bbox=[374, 739, 466, 747]
table-row bbox=[375, 887, 583, 897]
reg-mark-yellow-2 bbox=[508, 1487, 522, 1494]
reg-mark-cyan bbox=[406, 1487, 420, 1494]
irr-k-2: Estimated Cost (Rs.) bbox=[23, 827, 71, 854]
irr-sl: 1. bbox=[13, 788, 23, 827]
body-rmmotors-3: ଆର୍ଏମ୍ ମୋଟର୍ସ ନିଜର ନୂଆ ପ୍ରୋବାଇକିଂ ଶୋ'ରୁମ୍ ଭୁବନେଶ୍ୱରରେ ଖୋଲିଛି । ଏଠାରେ ଉଚ୍ଚ କ୍ଷମତାସମ୍ପନ୍ନ ମୋଟରସାଇକେଲଗୁଡ଼ିକ ଉପଲବ୍ଧ ହେବ । ଟ୍ରାୟମ୍ଫ (triumph) କମ୍ପାନୀର ବିଭିନ୍ନ ମଡେଲ ଏଠାରେ ପ୍ରଦର୍ଶିତ ହେଉଛି । ଶୋ'ରୁମ୍ ଉଦ୍ଘାଟନୀ ଅବସରରେ ବହୁ ବାଇକ୍ ପ୍ରେମୀ ଉପସ୍ଥିତ ଥିଲେ । bbox=[808, 230, 935, 304]
helpline-2: CHILD HELPLINE-1098 bbox=[277, 837, 336, 844]
color-registration-bar bbox=[0, 1485, 945, 1495]
latehar-line3: 3. तकनीकी बीड खोलने की तिथि व समय – दिनांक–27.03.2026 / 11:00 बजे अपराह्न के स्थान पर दिनांक–30.03.2026 / 11:30 बजे अपराह्न bbox=[597, 944, 920, 952]
reg-mark-magenta-2 bbox=[491, 1487, 505, 1494]
dev-c4-2: ୩୯,୬୦୦/- bbox=[536, 877, 583, 887]
jcert-emblem-icon bbox=[598, 999, 624, 1029]
dev-c4-4: ୧୮,୦୦୦/- bbox=[536, 897, 583, 907]
body-yamaha-3: ଶୁଭାରମ୍ଭ ପରବର୍ତ୍ତୀ ଶୋ'ରୁମ୍ରେ ଗ୍ରାହକ ମାନଙ୍କୁ ଆକର୍ଷକ ଛାଡ଼ ଓ ଆର୍ଥିକ ସୁବିଧା ମିଳିବ । ନୂତନ ମଡେଲଗୁଡ଼ିକ ମଧ୍ୟରେ ଆର୍୧୫, ଏମ୍ଟି-୧୫, ଫାସିନୋ, ରେ-ଜେଡ଼ଆର୍ ଓ ଏଫ୍ଜେଡ଼ ଆଦି ଅନ୍ତର୍ଭୁକ୍ତ । କମ୍ପାନୀ ପକ୍ଷରୁ ଜଣାଯାଇଛି ଯେ ଆଗାମୀ ବର୍ଷ ମଧ୍ୟରେ ରାଜ୍ୟରେ ଆହୁରି ଅନେକ ଶୋ'ରୁମ୍ ଖୋଲାଯିବ । ଗ୍ରାହକ ସନ୍ତୁଷ୍ଟି ଉପରେ ବିଶେଷ ଗୁରୁତ୍ୱ ଦିଆଯାଉଛି ବୋଲି ସେମାନେ କହିଛନ୍ତି । bbox=[139, 250, 391, 303]
latehar-sign2: भवन प्रमण्डल, लातेहार bbox=[882, 969, 933, 977]
jcert-title2: Jharkhand Council of Educational Research and Training, Ranchi bbox=[662, 1010, 899, 1020]
dev-c1-10: ୧୦ bbox=[375, 957, 407, 967]
table-row bbox=[375, 937, 583, 947]
jcert-sched-4: Date of opening of tender: 02.04.2026 bbox=[597, 1113, 702, 1121]
section-title: Business bbox=[778, 12, 893, 45]
dev-c2-7: ଦୋକାନ ଘର - ୭ bbox=[407, 927, 477, 937]
reg-mark-black bbox=[457, 1487, 471, 1494]
headline-yamaha: ନନ୍ଦ ଅର୍ବାନରାଇଡ୍ସ ଏଲ୍ଏଲ୍ପିର ନୂଆ ୟାମାହା ଶୋ'ରୁମ୍ bbox=[67, 63, 472, 85]
dev-c1: ୧ bbox=[375, 867, 407, 877]
dev-c1-4: ୪ bbox=[375, 897, 407, 907]
dev-c4-10: ୬,୦୦୦/- bbox=[536, 957, 583, 967]
